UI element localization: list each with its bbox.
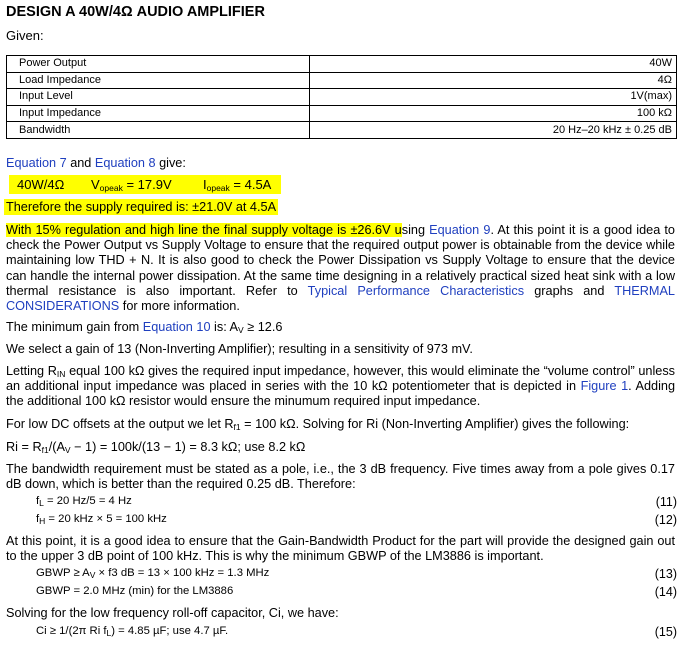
page-title: DESIGN A 40W/4Ω AUDIO AMPLIFIER [6, 4, 265, 20]
spec-param-cell: Power Output [7, 56, 310, 73]
thermal-considerations-link[interactable]: THERMAL CONSIDERATIONS [6, 283, 675, 314]
supply-required-line: Therefore the supply required is: ±21.0V at 4.5A [6, 200, 277, 214]
equation-reference-line: Equation 7 and Equation 8 give: [6, 156, 186, 170]
spec-table-row [7, 56, 677, 73]
gbwp-paragraph: At this point, it is a good idea to ensure that the Gain-Bandwidth Product for the part will provide the designed gain out to the upper 3 dB point of 100 kHz. This is why the minimum GBWP of the LM3886 is important. [6, 534, 675, 564]
spec-value-cell: 1V(max) [310, 89, 677, 106]
supply-voltage-paragraph: With 15% regulation and high line the final supply voltage is ±26.6V using Equation 9. At this point it is a good idea to check the Power Output vs Supply Voltage to ensure that the required output power is obtainable from the device while maintaining low THD + N. It is also good to check the Power Dissipation vs Supply Voltage to ensure that the device can handle the internal power dissipation. At the same time designing in a relatively practical sized heat sink with a low thermal resistance is also important. Refer to Typical Performance Characteristics graphs and THERMAL CONSIDERATIONS for more information. [6, 223, 675, 314]
equation-14: GBWP = 2.0 MHz (min) for the LM3886 [36, 585, 234, 597]
dc-offset-line: For low DC offsets at the output we let $R_{f1} = 100$ kΩ. Solving for Ri (Non-Inverting Amplifier) gives the following: [6, 417, 630, 432]
ri-calculation-line: $Ri = R_{f1}/(A_V - 1) = 100k/(13 - 1) = 8.3$ kΩ; use 8.2 kΩ [6, 440, 306, 455]
spec-table-row [7, 105, 677, 122]
equation-12: $f_H = 20$ kHz × 5 = 100 kHz [36, 513, 167, 526]
equation-15: Ci ≥ 1/(2π Ri $f_L) = 4.85$ µF; use 4.7 µF. [36, 625, 229, 638]
equation-9-link[interactable]: Equation 9 [429, 223, 491, 237]
equation-7-link[interactable]: Equation 7 [6, 156, 67, 170]
equation-10-link[interactable]: Equation 10 [142, 320, 211, 334]
typical-performance-link[interactable]: Typical Performance Characteristics [307, 283, 525, 298]
iopeak-value: $I_{opeak} = 4.5A$ [203, 177, 272, 193]
equation-15-number: (15) [654, 625, 677, 639]
highlighted-results [9, 175, 281, 194]
given-label: Given: [6, 28, 44, 43]
spec-value-cell: 20 Hz–20 kHz ± 0.25 dB [310, 122, 677, 139]
spec-param-cell: Load Impedance [7, 72, 310, 89]
spec-table-row [7, 72, 677, 89]
spec-table [6, 55, 677, 139]
equation-11: $f_L = 20$ Hz/5 = 4 Hz [36, 495, 132, 508]
equation-8-link[interactable]: Equation 8 [94, 156, 156, 170]
spec-table-row [7, 122, 677, 139]
spec-value-cell: 4Ω [310, 72, 677, 89]
equation-11-number: (11) [655, 495, 677, 509]
equation-13: GBWP ≥ $A_V \times f3$ dB = 13 × 100 kHz = 1.3 MHz [36, 567, 270, 580]
input-impedance-paragraph: Letting $R_{IN}$ equal 100 kΩ gives the required input impedance, however, this would eliminate the “volume control” unless an additional input impedance was placed in series with the 10 kΩ potentiometer that is depicted in Figure 1. Adding the additional 100 kΩ resistor would ensure the minumum required input impedance. [6, 364, 676, 409]
vopeak-value: $V_{opeak} = 17.9V$ [91, 177, 172, 193]
spec-param-cell: Input Level [7, 89, 310, 106]
spec-value-cell: 100 kΩ [310, 105, 677, 122]
equation-12-number: (12) [654, 513, 677, 527]
equation-13-number: (13) [654, 567, 677, 581]
minimum-gain-line: The minimum gain from Equation 10 is: $A_V \ge 12.6$ [6, 320, 283, 335]
spec-param-cell: Bandwidth [7, 122, 310, 139]
load-value: 40W/4Ω [17, 177, 65, 192]
ci-paragraph: Solving for the low frequency roll-off capacitor, Ci, we have: [6, 606, 339, 620]
spec-param-cell: Input Impedance [7, 105, 310, 122]
equation-14-number: (14) [654, 585, 677, 599]
spec-table-row [7, 89, 677, 106]
spec-value-cell: 40W [310, 56, 677, 73]
bandwidth-paragraph: The bandwidth requirement must be stated as a pole, i.e., the 3 dB frequency. Five times away from a pole gives 0.17 dB down, which is better than the required 0.25 dB. Therefore: [6, 462, 675, 492]
gain-selection-line: We select a gain of 13 (Non-Inverting Amplifier); resulting in a sensitivity of 973 mV. [6, 342, 473, 356]
figure-1-link[interactable]: Figure 1 [580, 379, 629, 394]
